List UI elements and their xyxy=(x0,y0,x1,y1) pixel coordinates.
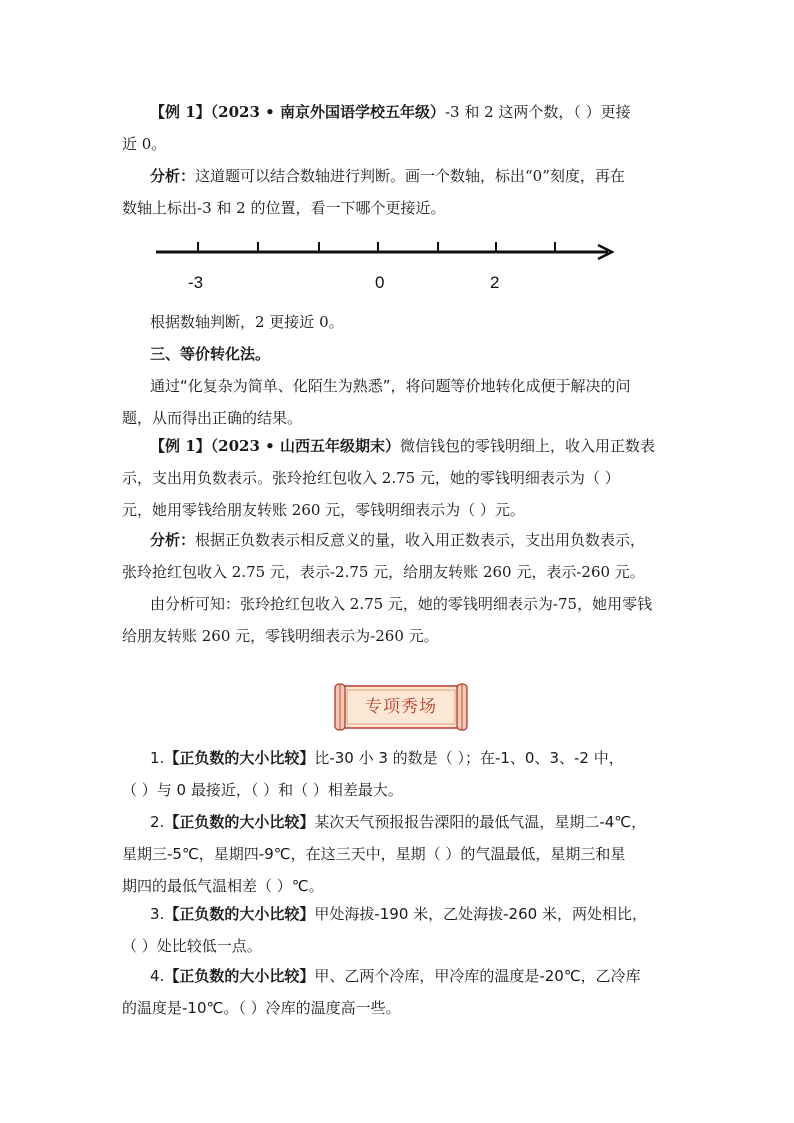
section3 xyxy=(122,338,674,434)
question-text-cont: 元，她用零钱给朋友转账 260 元，零钱明细表示为（ ）元。 xyxy=(122,501,525,519)
section-banner xyxy=(333,682,469,732)
exercise-number: 4. xyxy=(150,967,165,985)
analysis-label: 分析： xyxy=(150,167,196,185)
example-source: （2023 • 南京外国语学校五年级） xyxy=(210,103,445,121)
question-text-cont: 近 0。 xyxy=(122,135,167,153)
section-intro: 通过“化复杂为简单、化陌生为熟悉”，将问题等价地转化成便于解决的问 xyxy=(150,377,631,395)
exercise-number: 2. xyxy=(150,813,165,831)
analysis-text: 这道题可以结合数轴进行判断。画一个数轴，标出“0”刻度，再在 xyxy=(195,167,625,185)
number-line-label-2: 2 xyxy=(490,273,500,292)
section-heading: 三、等价转化法。 xyxy=(150,345,271,363)
exercise-number: 3. xyxy=(150,905,165,923)
example2-analysis xyxy=(122,524,674,588)
exercise-tag: 【正负数的大小比较】 xyxy=(164,813,315,831)
example-tag: 【例 1】 xyxy=(150,103,211,121)
example-source: （2023 • 山西五年级期末） xyxy=(210,437,400,455)
exercise-tag: 【正负数的大小比较】 xyxy=(164,905,315,923)
exercise-text: 比-30 小 3 的数是（ ）；在-1、0、3、-2 中， xyxy=(314,749,624,767)
exercise-2 xyxy=(122,806,674,902)
analysis-text: 根据正负数表示相反意义的量，收入用正数表示，支出用负数表示， xyxy=(195,531,646,549)
exercise-1 xyxy=(122,742,674,806)
exercise-text: 甲处海拔-190 米，乙处海拔-260 米，两处相比， xyxy=(314,905,647,923)
question-text: -3 和 2 这两个数，（ ）更接 xyxy=(444,103,631,121)
exercise-3 xyxy=(122,898,674,962)
example1-analysis xyxy=(122,160,674,224)
number-line-diagram xyxy=(150,232,630,302)
exercise-text: 某次天气预报报告溧阳的最低气温，星期二-4℃， xyxy=(314,813,647,831)
number-line-label-0: 0 xyxy=(375,273,385,292)
exercise-text-cont: 星期三-5℃，星期四-9℃，在这三天中，星期（ ）的气温最低，星期三和星 xyxy=(122,845,626,863)
analysis-text-cont: 张玲抢红包收入 2.75 元，表示-2.75 元，给朋友转账 260 元，表示-260 元。 xyxy=(122,563,645,581)
section-intro-cont: 题，从而得出正确的结果。 xyxy=(122,409,303,427)
exercise-tag: 【正负数的大小比较】 xyxy=(164,967,315,985)
exercise-text-cont: 期四的最低气温相差（ ）℃。 xyxy=(122,877,324,895)
exercise-number: 1. xyxy=(150,749,165,767)
analysis-label: 分析： xyxy=(150,531,196,549)
exercise-4 xyxy=(122,960,674,1024)
conclusion-text-cont: 给朋友转账 260 元，零钱明细表示为-260 元。 xyxy=(122,627,439,645)
exercise-text: 甲、乙两个冷库，甲冷库的温度是-20℃，乙冷库 xyxy=(314,967,641,985)
example-tag: 【例 1】 xyxy=(150,437,211,455)
conclusion-text: 由分析可知：张玲抢红包收入 2.75 元，她的零钱明细表示为-75，她用零钱 xyxy=(150,595,653,613)
exercise-text-cont: （ ）处比较低一点。 xyxy=(122,937,262,955)
analysis-text-cont: 数轴上标出-3 和 2 的位置，看一下哪个更接近。 xyxy=(122,199,446,217)
exercise-text-cont: （ ）与 0 最接近，（ ）和（ ）相差最大。 xyxy=(122,781,403,799)
exercise-tag: 【正负数的大小比较】 xyxy=(164,749,315,767)
example2-conclusion xyxy=(122,588,674,652)
conclusion-text: 根据数轴判断，2 更接近 0。 xyxy=(150,313,344,331)
example1-conclusion xyxy=(122,306,674,338)
number-line-label-neg3: -3 xyxy=(188,273,204,292)
example1-question xyxy=(122,96,674,160)
example2-question xyxy=(122,430,674,526)
question-text-cont: 示，支出用负数表示。张玲抢红包收入 2.75 元，她的零钱明细表示为（ ） xyxy=(122,469,620,487)
question-text: 微信钱包的零钱明细上，收入用正数表 xyxy=(399,437,655,455)
exercise-text-cont: 的温度是-10℃。（ ）冷库的温度高一些。 xyxy=(122,999,401,1017)
banner-title: 专项秀场 xyxy=(365,697,437,717)
